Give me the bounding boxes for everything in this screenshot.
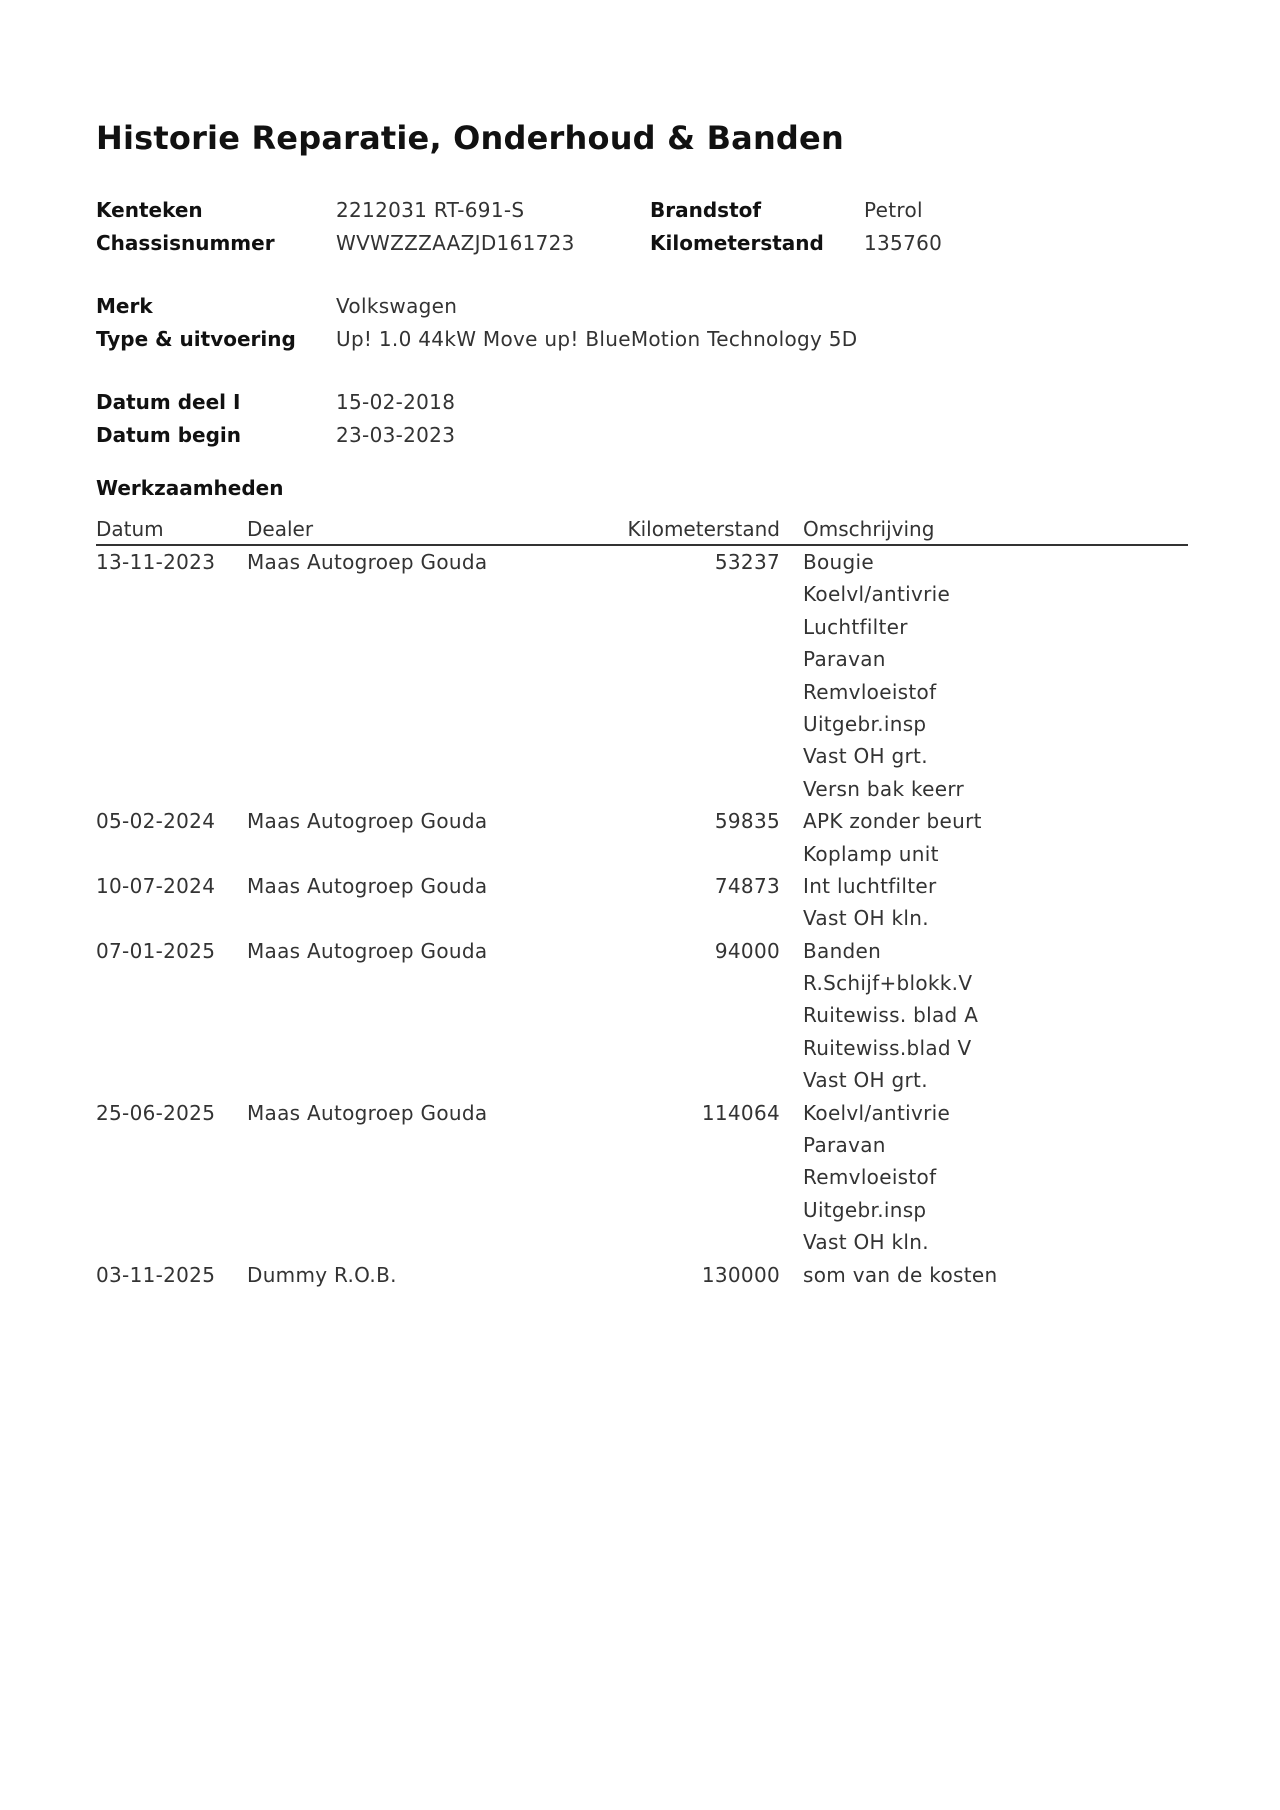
info-row-datum-begin bbox=[96, 419, 1196, 452]
merk-value: Volkswagen bbox=[336, 294, 458, 318]
omschrijving-item: Versn bak keerr bbox=[803, 776, 965, 801]
column-header-kilometerstand: Kilometerstand bbox=[627, 517, 780, 541]
chassis-label: Chassisnummer bbox=[96, 231, 275, 255]
table-body bbox=[96, 546, 1188, 1291]
omschrijving-item: Vast OH grt. bbox=[803, 1068, 928, 1093]
row-omschrijving-list bbox=[803, 935, 1188, 1097]
row-datum: 07-01-2025 bbox=[96, 938, 216, 963]
omschrijving-item: R.Schijf+blokk.V bbox=[803, 971, 973, 996]
kilometerstand-label: Kilometerstand bbox=[650, 231, 824, 255]
omschrijving-item: Ruitewiss.blad V bbox=[803, 1035, 972, 1060]
omschrijving-item: som van de kosten bbox=[803, 1262, 998, 1287]
table-row bbox=[96, 546, 1188, 805]
table-header bbox=[96, 514, 1188, 546]
vehicle-dates-block bbox=[96, 386, 1196, 452]
datum-begin-value: 23-03-2023 bbox=[336, 423, 456, 447]
kilometerstand-value: 135760 bbox=[864, 231, 943, 255]
info-row-kenteken bbox=[96, 194, 1196, 227]
omschrijving-item: Paravan bbox=[803, 1133, 886, 1158]
row-datum: 03-11-2025 bbox=[96, 1262, 216, 1287]
column-header-omschrijving: Omschrijving bbox=[803, 517, 935, 541]
chassis-value: WVWZZZAAZJD161723 bbox=[336, 231, 575, 255]
omschrijving-item: Uitgebr.insp bbox=[803, 711, 927, 736]
info-row-merk bbox=[96, 290, 1196, 323]
row-omschrijving-list bbox=[803, 1097, 1188, 1259]
column-header-dealer: Dealer bbox=[247, 517, 314, 541]
brandstof-value: Petrol bbox=[864, 198, 923, 222]
row-datum: 10-07-2024 bbox=[96, 873, 216, 898]
row-kilometerstand: 59835 bbox=[714, 809, 780, 834]
row-omschrijving-list bbox=[803, 805, 1188, 870]
row-kilometerstand: 130000 bbox=[701, 1262, 780, 1287]
brandstof-label: Brandstof bbox=[650, 198, 762, 222]
omschrijving-item: Vast OH kln. bbox=[803, 906, 929, 931]
row-kilometerstand: 74873 bbox=[714, 873, 780, 898]
row-omschrijving-list bbox=[803, 1259, 1188, 1291]
table-row bbox=[96, 870, 1188, 935]
type-value: Up! 1.0 44kW Move up! BlueMotion Technology 5D bbox=[336, 327, 858, 351]
vehicle-id-block bbox=[96, 194, 1196, 260]
row-dealer: Dummy R.O.B. bbox=[247, 1262, 397, 1287]
kenteken-label: Kenteken bbox=[96, 198, 203, 222]
datum-begin-label: Datum begin bbox=[96, 423, 241, 447]
omschrijving-item: Bougie bbox=[803, 550, 874, 574]
omschrijving-item: Vast OH kln. bbox=[803, 1230, 929, 1255]
page-title: Historie Reparatie, Onderhoud & Banden bbox=[96, 119, 844, 157]
merk-label: Merk bbox=[96, 294, 153, 318]
row-datum: 05-02-2024 bbox=[96, 809, 216, 834]
row-omschrijving-list bbox=[803, 546, 1188, 805]
info-row-chassis bbox=[96, 227, 1196, 260]
werkzaamheden-heading: Werkzaamheden bbox=[96, 476, 284, 500]
table-row bbox=[96, 935, 1188, 1097]
row-kilometerstand: 114064 bbox=[701, 1100, 780, 1125]
row-datum: 25-06-2025 bbox=[96, 1100, 216, 1125]
omschrijving-item: Luchtfilter bbox=[803, 614, 908, 639]
omschrijving-item: Remvloeistof bbox=[803, 679, 937, 704]
row-dealer: Maas Autogroep Gouda bbox=[247, 873, 488, 898]
omschrijving-item: APK zonder beurt bbox=[803, 809, 982, 834]
row-dealer: Maas Autogroep Gouda bbox=[247, 938, 488, 963]
omschrijving-item: Remvloeistof bbox=[803, 1165, 937, 1190]
table-row bbox=[96, 1259, 1188, 1291]
info-row-datum-deel bbox=[96, 386, 1196, 419]
omschrijving-item: Uitgebr.insp bbox=[803, 1197, 927, 1222]
info-row-type bbox=[96, 323, 1196, 356]
datum-deel-value: 15-02-2018 bbox=[336, 390, 456, 414]
omschrijving-item: Vast OH grt. bbox=[803, 744, 928, 769]
row-kilometerstand: 53237 bbox=[714, 550, 780, 574]
table-row bbox=[96, 805, 1188, 870]
row-kilometerstand: 94000 bbox=[714, 938, 780, 963]
vehicle-model-block bbox=[96, 290, 1196, 356]
omschrijving-item: Int luchtfilter bbox=[803, 873, 937, 898]
kenteken-value: 2212031 RT-691-S bbox=[336, 198, 525, 222]
omschrijving-item: Banden bbox=[803, 938, 882, 963]
omschrijving-item: Ruitewiss. blad A bbox=[803, 1003, 979, 1028]
table-row bbox=[96, 1097, 1188, 1259]
werkzaamheden-table bbox=[96, 514, 1188, 1291]
row-dealer: Maas Autogroep Gouda bbox=[247, 809, 488, 834]
row-datum: 13-11-2023 bbox=[96, 550, 216, 574]
datum-deel-label: Datum deel I bbox=[96, 390, 241, 414]
row-omschrijving-list bbox=[803, 870, 1188, 935]
row-dealer: Maas Autogroep Gouda bbox=[247, 550, 488, 574]
omschrijving-item: Koelvl/antivrie bbox=[803, 582, 951, 607]
omschrijving-item: Koelvl/antivrie bbox=[803, 1100, 951, 1125]
omschrijving-item: Koplamp unit bbox=[803, 841, 939, 866]
column-header-datum: Datum bbox=[96, 517, 164, 541]
row-dealer: Maas Autogroep Gouda bbox=[247, 1100, 488, 1125]
omschrijving-item: Paravan bbox=[803, 647, 886, 672]
type-label: Type & uitvoering bbox=[96, 327, 296, 351]
